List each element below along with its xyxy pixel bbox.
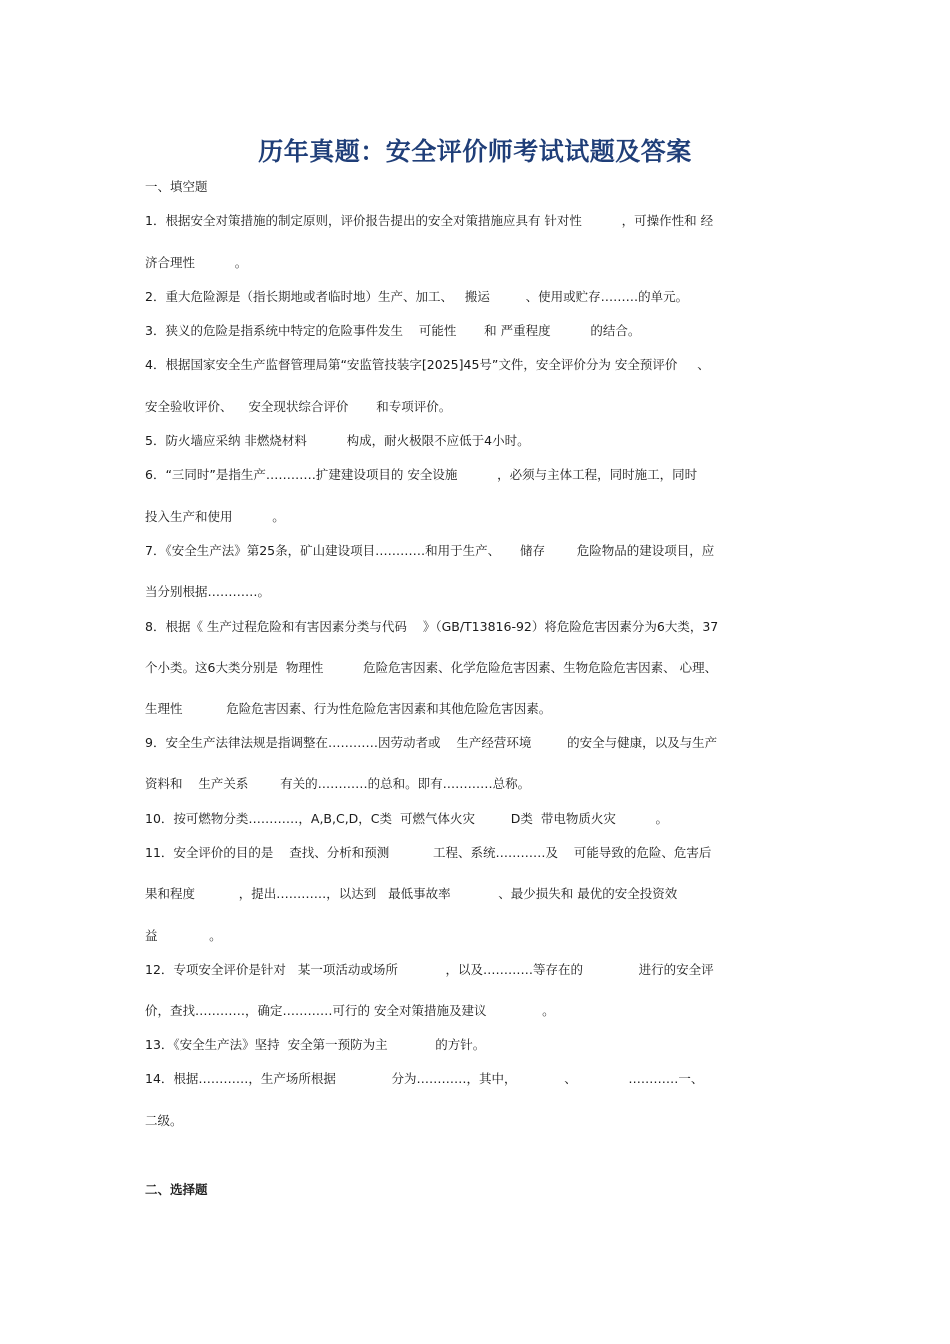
question-line: 8．根据《 生产过程危险和有害因素分类与代码 》（GB/T13816-92）将危险危害因素分为6大类，37 [145, 619, 719, 634]
document-title: 历年真题：安全评价师考试试题及答案 [258, 137, 692, 166]
section-heading-fill-blank: 一、填空题 [145, 179, 208, 194]
question-line: 10．按可燃物分类…………，A,B,C,D，C类 可燃气体火灾 D类 带电物质火灾 。 [145, 811, 669, 826]
question-line: 9．安全生产法律法规是指调整在…………因劳动者或 生产经营环境 的安全与健康，以及与生产 [145, 735, 718, 750]
question-line: 资料和 生产关系 有关的…………的总和。即有…………总称。 [145, 776, 531, 791]
question-line: 个小类。这6大类分别是 物理性 危险危害因素、化学危险危害因素、生物危险危害因素、 心理、 [145, 660, 718, 675]
question-line: 投入生产和使用 。 [145, 509, 285, 524]
question-line: 11．安全评价的目的是 查找、分析和预测 工程、系统…………及 可能导致的危险、危害后 [145, 845, 712, 860]
question-line: 2．重大危险源是（指长期地或者临时地）生产、加工、 搬运 、使用或贮存………的单元。 [145, 289, 689, 304]
question-line: 当分别根据…………。 [145, 584, 271, 599]
question-line: 价，查找…………，确定…………可行的 安全对策措施及建议 。 [145, 1003, 555, 1018]
question-line: 12．专项安全评价是针对 某一项活动或场所 ，以及…………等存在的 进行的安全评 [145, 962, 714, 977]
question-line: 6．“三同时”是指生产…………扩建建设项目的 安全设施 ，必须与主体工程，同时施工，同时 [145, 467, 698, 482]
section-heading-multiple-choice: 二、选择题 [145, 1182, 208, 1197]
question-line: 7．《安全生产法》第25条，矿山建设项目…………和用于生产、 储存 危险物品的建设项目，应 [145, 543, 715, 558]
question-line: 生理性 危险危害因素、行为性危险危害因素和其他危险危害因素。 [145, 701, 552, 716]
question-line: 1．根据安全对策措施的制定原则，评价报告提出的安全对策措施应具有 针对性 ，可操作性和 经 [145, 213, 714, 228]
question-line: 5．防火墙应采纳 非燃烧材料 构成，耐火极限不应低于4小时。 [145, 433, 530, 448]
question-line: 安全验收评价、 安全现状综合评价 和专项评价。 [145, 399, 452, 414]
question-line: 13．《安全生产法》坚持 安全第一预防为主 的方针。 [145, 1037, 486, 1052]
question-line: 3．狭义的危险是指系统中特定的危险事件发生 可能性 和 严重程度 的结合。 [145, 323, 641, 338]
question-line: 4．根据国家安全生产监督管理局第“安监管技装字[2025]45号”文件，安全评价分为 安全预评价 、 [145, 357, 710, 372]
question-line: 14．根据…………，生产场所根据 分为…………，其中， 、 …………一、 [145, 1071, 704, 1086]
question-line: 二级。 [145, 1113, 183, 1128]
question-line: 果和程度 ，提出…………，以达到 最低事故率 、最少损失和 最优的安全投资效 [145, 886, 678, 901]
question-line: 济合理性 。 [145, 255, 248, 270]
question-line: 益 。 [145, 928, 222, 943]
